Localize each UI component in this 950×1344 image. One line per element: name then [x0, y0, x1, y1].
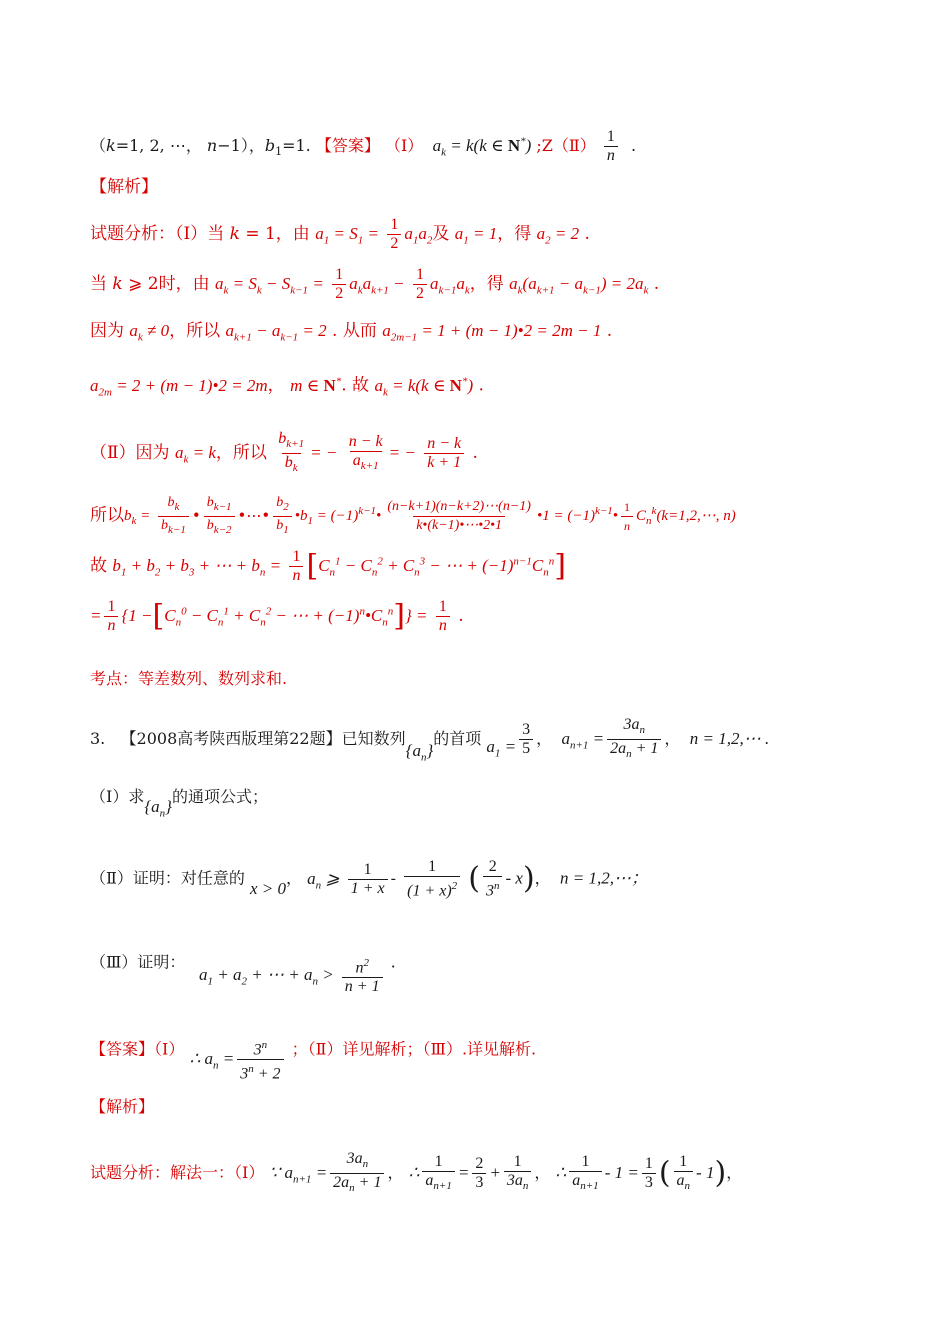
answer-tag: 【答案】	[315, 136, 380, 155]
q3-solution-tag: 【解析】	[90, 1097, 155, 1116]
solution-line-5: （Ⅱ）因为 $a_k = k$，所以 $\frac{b_{k+1}}{b_k}$ = − $\frac{n - k}{a_{k+1}}$ = − $\frac{n - k}{k + 1}$ .	[90, 430, 478, 477]
intro-line	[90, 128, 636, 165]
solution-line-7: 故 $b_1 + b_2 + b_3$ + ⋯ + $b_n$ = $\frac{1}{n}$ [$C_n^1 - C_n^2 + C_n^3$ − ⋯ + $(-1)^{n-1}C_n^n$]	[90, 548, 566, 584]
answer-part1: （Ⅰ）	[384, 136, 424, 155]
q3-solution-line: 试题分析：解法一：（Ⅰ） ∵ $a_{n+1}$ = $\frac{3a_n}{2a_n + 1}$ ， ∴ $\frac{1}{a_{n+1}}$ = $\frac{2}{3}$ + $\frac{1}{3a_n}$ ， ∴ $\frac{1}{a_{n+1}}$ - 1 = $\frac{1}{3}$ ( $\frac{1}{a_n}$ - 1)，	[90, 1150, 742, 1197]
q3-part1: （Ⅰ）求$\{a_n\}$的通项公式；	[90, 787, 268, 820]
q3-source: 【2008高考陕西版理第22题】	[120, 729, 342, 749]
solution-line-6: 所以$b_k$ = $\frac{b_k}{b_{k-1}}$ • $\frac{b_{k-1}}{b_{k-2}}$ •⋯• $\frac{b_2}{b_1}$ $•b_1$ = $(-1)^{k-1}•$ $\frac{(n-k+1)(n-k+2)\cdots(n-1)}{k•(k-1)•\cdots•2•1}$ •1 = $(-1)^{k-1}•$ $\frac{1}{n}$ $C_n^k(k=1,2,\cdots$, n)	[90, 494, 736, 539]
answer-sep: ;Z（Ⅱ）	[536, 136, 596, 155]
solution-line-8: = $\frac{1}{n}$ {$1 -[C_n^0 - C_n^1 + C_n^2$ − ⋯ + $(-1)^n•C_n^n$]} = $\frac{1}{n}$ .	[90, 598, 464, 634]
q3-stem-text: 已知数列	[341, 729, 406, 749]
q3-answer: 【答案】（Ⅰ） ∴ $a_n$ = $\frac{3^n}{3^n + 2}$ ；（Ⅱ）详见解析；（Ⅲ）.详见解析.	[90, 1039, 537, 1083]
answer2-fraction: $\frac{1}{n}$	[604, 128, 618, 165]
answer1-math: $a_k = k(k$ ∈ N*)	[428, 135, 532, 159]
q3-number: 3.	[90, 729, 106, 749]
solution-line-4: $a_{2m} = 2 + (m$ − 1)•2 = 2m， m ∈ N*. 故 $a_k = k(k$ ∈ N*) .	[90, 375, 484, 399]
solution-line-3: 因为 $a_k \ne 0$，所以 $a_{k+1} - a_{k-1} = 2$ . 从而 $a_{2m-1} = 1 + (m$ − 1)•2 = 2m − 1 .	[90, 321, 613, 344]
solution-tag: 【解析】	[90, 177, 158, 197]
intro-prefix: （k=1, 2, ⋯， n−1），$b_1=1$.	[90, 136, 311, 159]
q3-part2: （Ⅱ）证明：对任意的 x > 0， $a_n$ ⩾ $\frac{1}{1 + x}$ - $\frac{1}{(1 + x)^2}$ ( $\frac{2}{3^n}$ - x)， n = 1,2,⋯；	[90, 858, 648, 900]
answer-end: .	[625, 136, 637, 155]
kaodian: 考点：等差数列、数列求和.	[90, 669, 288, 688]
q3-stem: 3. 【2008高考陕西版理第22题】已知数列$\{a_n\}$的首项 $a_1$ = $\frac{3}{5}$ ， $a_{n+1}$ = $\frac{3a_n}{2a_n + 1}$ ， n = 1,2,⋯ .	[90, 716, 770, 764]
solution-line-1: 试题分析：（Ⅰ）当 k = 1，由 $a_1 = S_1$ = $\frac{1}{2}$ $a_1a_2$及 $a_1 = 1$，得 $a_2 = 2$ .	[90, 216, 590, 252]
q3-part3: （Ⅲ）证明： $a_1 + a_2$ + ⋯ + $a_n$ > $\frac{n^2}{n + 1}$ .	[90, 952, 396, 996]
solution-line-2: 当 k ⩾ 2时，由 $a_k = S_k - S_{k-1}$ = $\frac{1}{2}$ $a_ka_{k+1}$ − $\frac{1}{2}$ $a_{k-1}a_k$，得 $a_k(a_{k+1} - a_{k-1}) = 2a_k$ .	[90, 266, 660, 302]
